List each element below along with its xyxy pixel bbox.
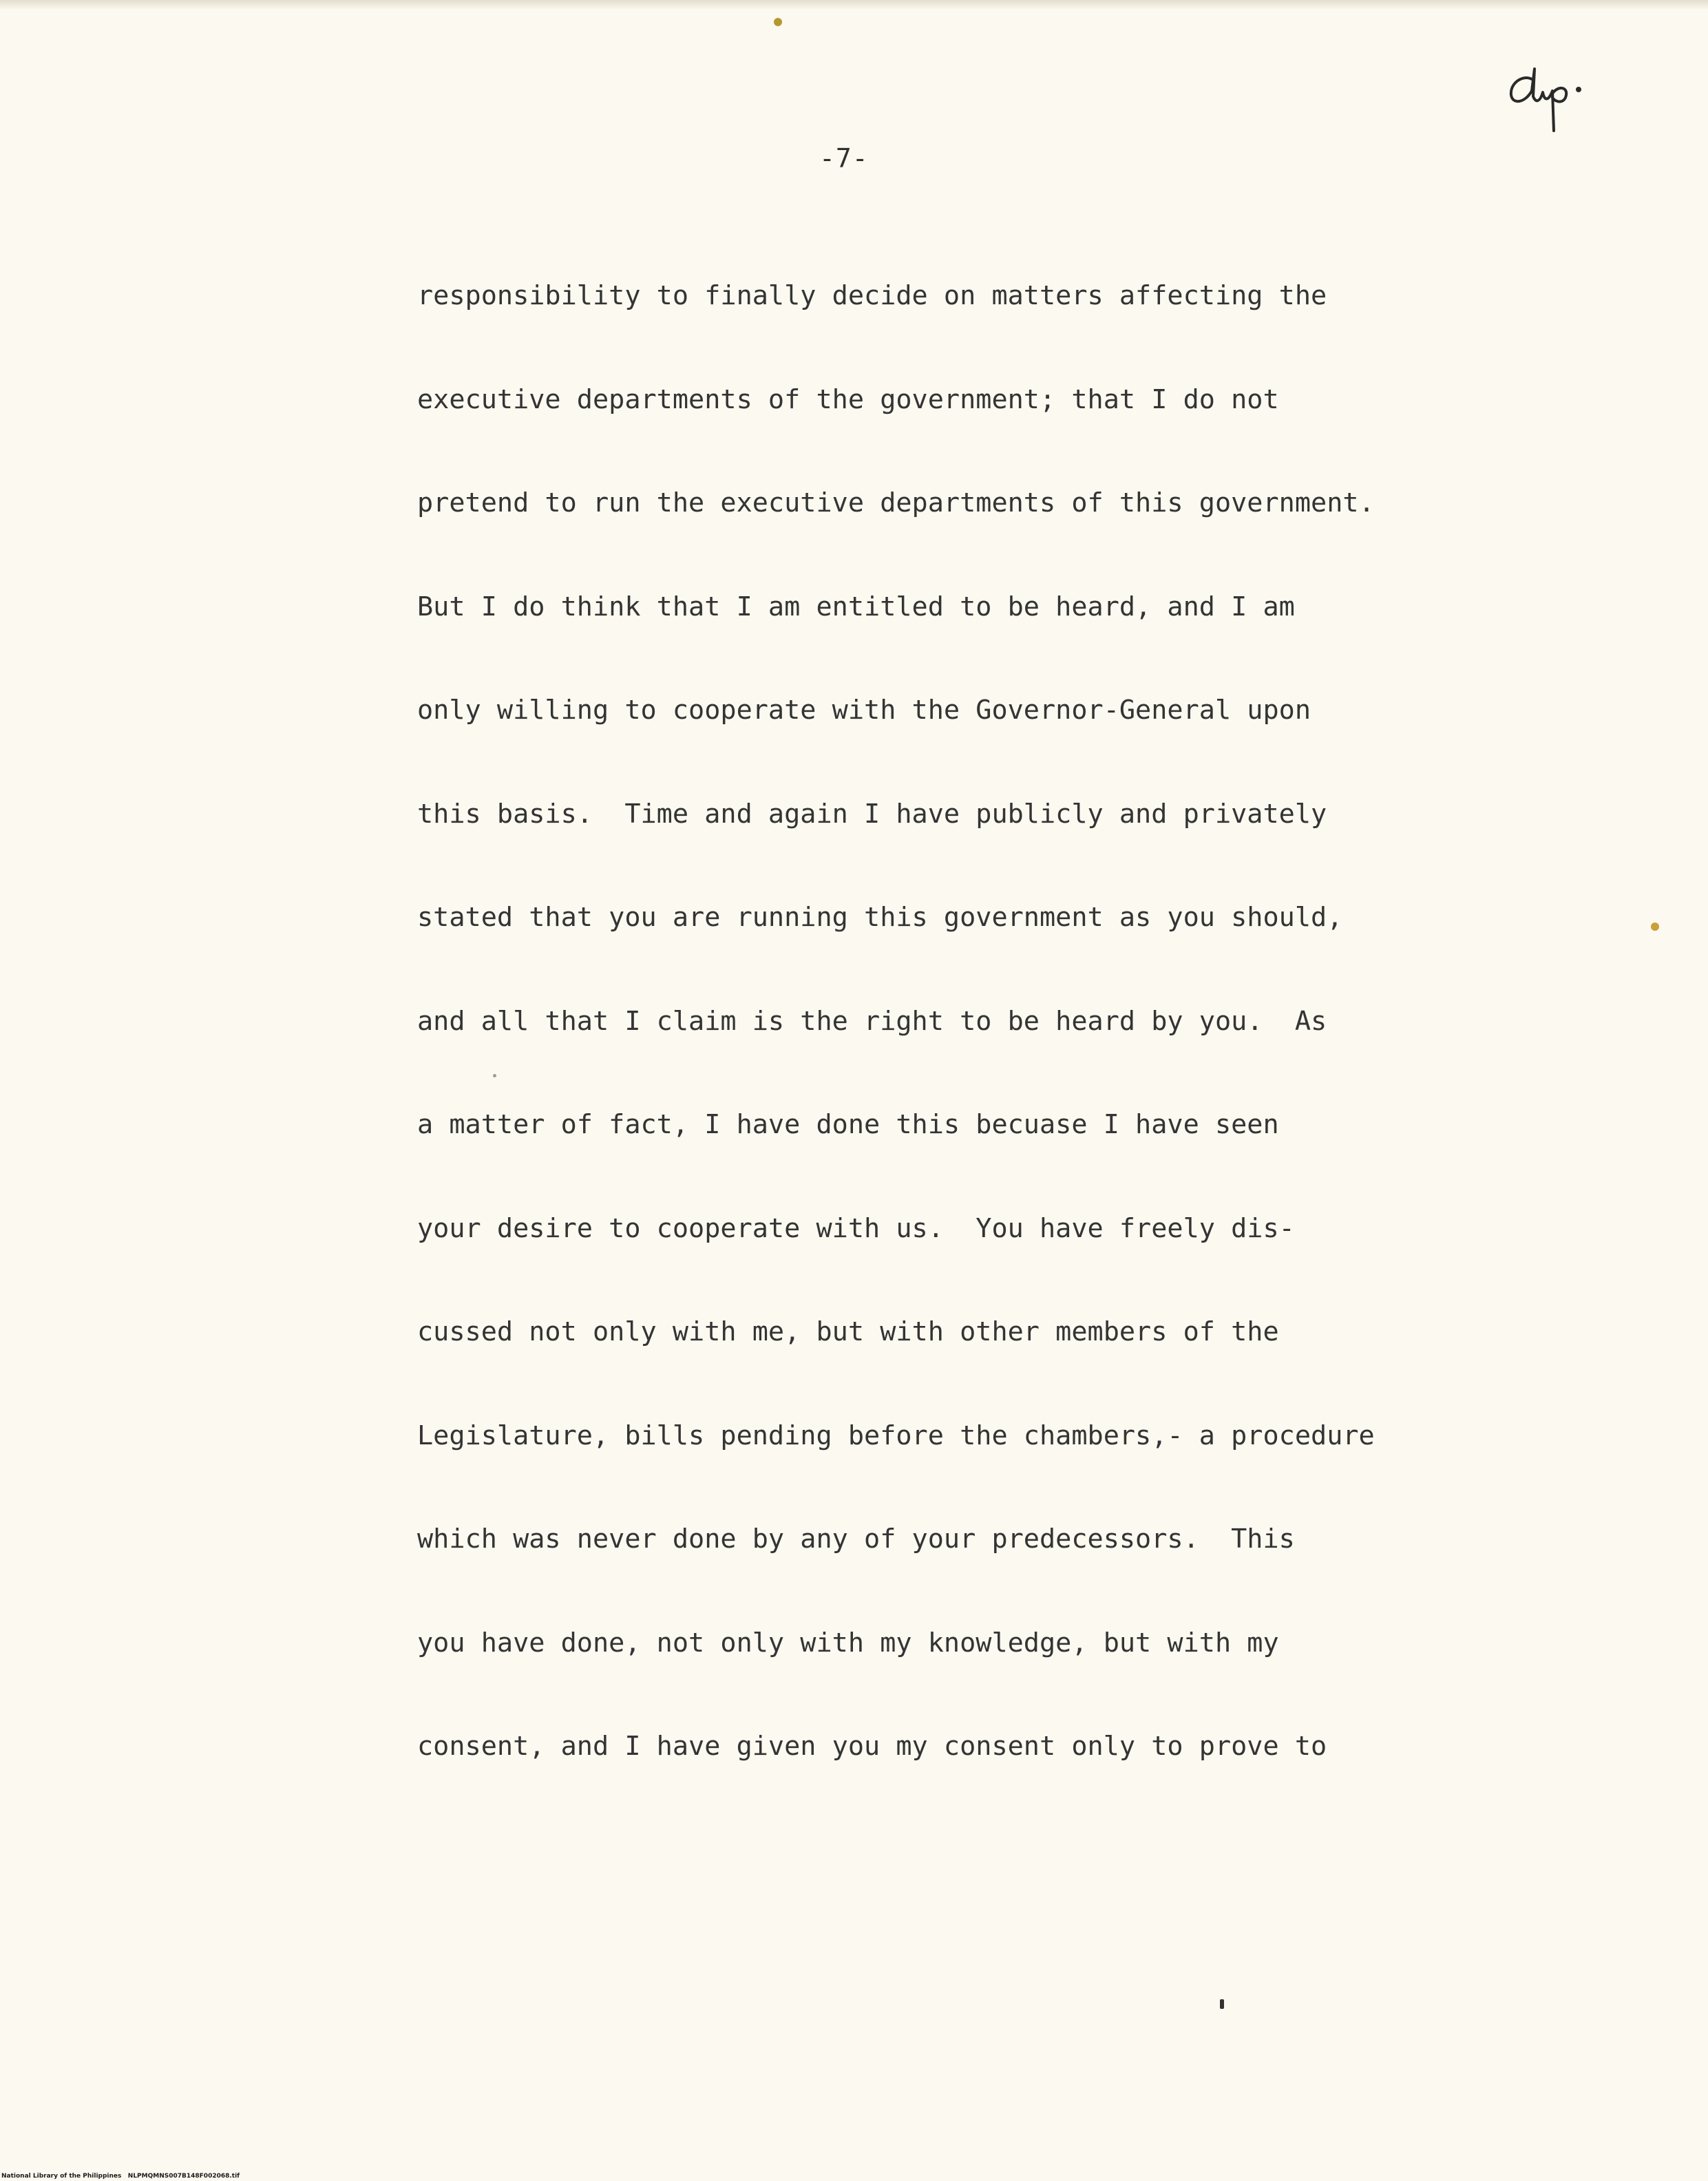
text-line: and all that I claim is the right to be heard by you. As	[417, 1005, 1327, 1037]
text-line: which was never done by any of your predecessors. This	[417, 1524, 1295, 1555]
footer-source: National Library of the Philippines	[1, 2173, 122, 2180]
text-line: only willing to cooperate with the Governor-General upon	[417, 695, 1311, 726]
paper-speck	[1220, 1999, 1224, 2009]
text-line: But I do think that I am entitled to be heard, and I am	[417, 591, 1295, 622]
typed-body-text	[417, 279, 1519, 1833]
text-line: your desire to cooperate with us. You have freely dis-	[417, 1212, 1295, 1244]
text-line: you have done, not only with my knowledge, but with my	[417, 1627, 1279, 1658]
handwritten-annotation	[1504, 55, 1607, 158]
paper-edge	[0, 0, 1708, 10]
text-line: Legislature, bills pending before the chambers,- a procedure	[417, 1420, 1375, 1451]
text-line: cussed not only with me, but with other members of the	[417, 1316, 1279, 1347]
text-line: pretend to run the executive departments of this government.	[417, 487, 1375, 518]
text-line: this basis. Time and again I have publicly and privately	[417, 798, 1327, 830]
footer-filename: NLPMQMNS007B148F002068.tif	[127, 2173, 240, 2180]
paper-speck	[493, 1074, 496, 1077]
text-line: executive departments of the government; that I do not	[417, 383, 1279, 415]
paper-speck	[774, 18, 782, 26]
text-line: stated that you are running this government as you should,	[417, 902, 1343, 933]
text-line: a matter of fact, I have done this becuase I have seen	[417, 1109, 1279, 1140]
text-line: consent, and I have given you my consent only to prove to	[417, 1731, 1327, 1762]
page-number: -7-	[819, 143, 869, 173]
text-line: responsibility to finally decide on matters affecting the	[417, 280, 1327, 311]
paper-speck	[1651, 923, 1659, 931]
archive-footer	[1, 2173, 240, 2180]
